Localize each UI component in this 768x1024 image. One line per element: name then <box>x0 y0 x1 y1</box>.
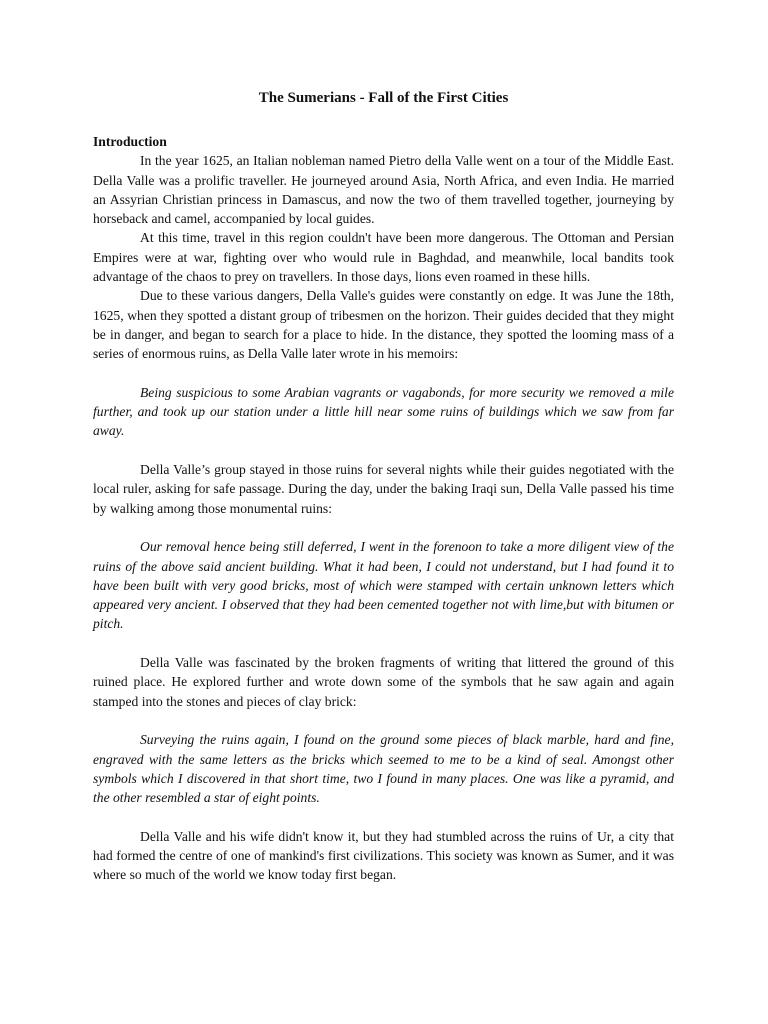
spacer <box>93 634 674 653</box>
spacer <box>93 518 674 537</box>
paragraph-1: In the year 1625, an Italian nobleman named Pietro della Valle went on a tour of the Middle East. Della Valle was a prolific traveller. He journeyed around Asia, North Africa, and even India. He married an Assyrian Christian princess in Damascus, and now the two of them travelled together, journeying by horseback and camel, accompanied by local guides. <box>93 153 674 227</box>
spacer <box>93 807 674 826</box>
quote-1: Being suspicious to some Arabian vagrants or vagabonds, for more security we removed a mile further, and took up our station under a little hill near some ruins of buildings which we saw from far away. <box>93 384 674 439</box>
paragraph-5: Della Valle was fascinated by the broken fragments of writing that littered the ground of this ruined place. He explored further and wrote down some of the symbols that he saw again and again stamped into the stones and pieces of clay brick: <box>93 655 674 709</box>
quote-2: Our removal hence being still deferred, I went in the forenoon to take a more diligent view of the ruins of the above said ancient building. What it had been, I could not understand, but I had found it to have been built with very good bricks, most of which were stamped with certain unknown letters which appeared very ancient. I observed that they had been cemented together not with lime,but with bitumen or pitch. <box>93 539 674 632</box>
paragraph-6: Della Valle and his wife didn't know it, but they had stumbled across the ruins of Ur, a city that had formed the centre of one of mankind's first civilizations. This society was known as Sumer, and it was where so much of the world we know today first began. <box>93 828 674 883</box>
paragraph-3: Due to these various dangers, Della Valle's guides were constantly on edge. It was June the 18th, 1625, when they spotted a distant group of tribesmen on the horizon. Their guides decided that they might be in danger, and began to search for a place to hide. In the distance, they spotted the looming mass of a series of enormous ruins, as Della Valle later wrote in his memoirs: <box>93 288 674 362</box>
paragraph-2: At this time, travel in this region couldn't have been more dangerous. The Ottoman and Persian Empires were at war, fighting over who would rule in Baghdad, and meanwhile, local bandits took advantage of the chaos to prey on travellers. In those days, lions even roamed in these hills. <box>93 230 674 285</box>
section-heading: Introduction <box>93 134 167 149</box>
paragraph-4: Della Valle’s group stayed in those ruins for several nights while their guides negotiated with the local ruler, asking for safe passage. During the day, under the baking Iraqi sun, Della Valle passed his time by walking among those monumental ruins: <box>93 462 674 516</box>
spacer <box>93 364 674 383</box>
document-title: The Sumerians - Fall of the First Cities <box>258 90 509 106</box>
document-page <box>93 88 674 885</box>
quote-3: Surveying the ruins again, I found on the ground some pieces of black marble, hard and fine, engraved with the same letters as the bricks which seemed to me to be a kind of seal. Amongst other symbols which I discovered in that short time, two I found in many places. One was like a pyramid, and the other resembled a star of eight points. <box>93 732 674 806</box>
spacer <box>93 711 674 730</box>
spacer <box>93 441 674 460</box>
